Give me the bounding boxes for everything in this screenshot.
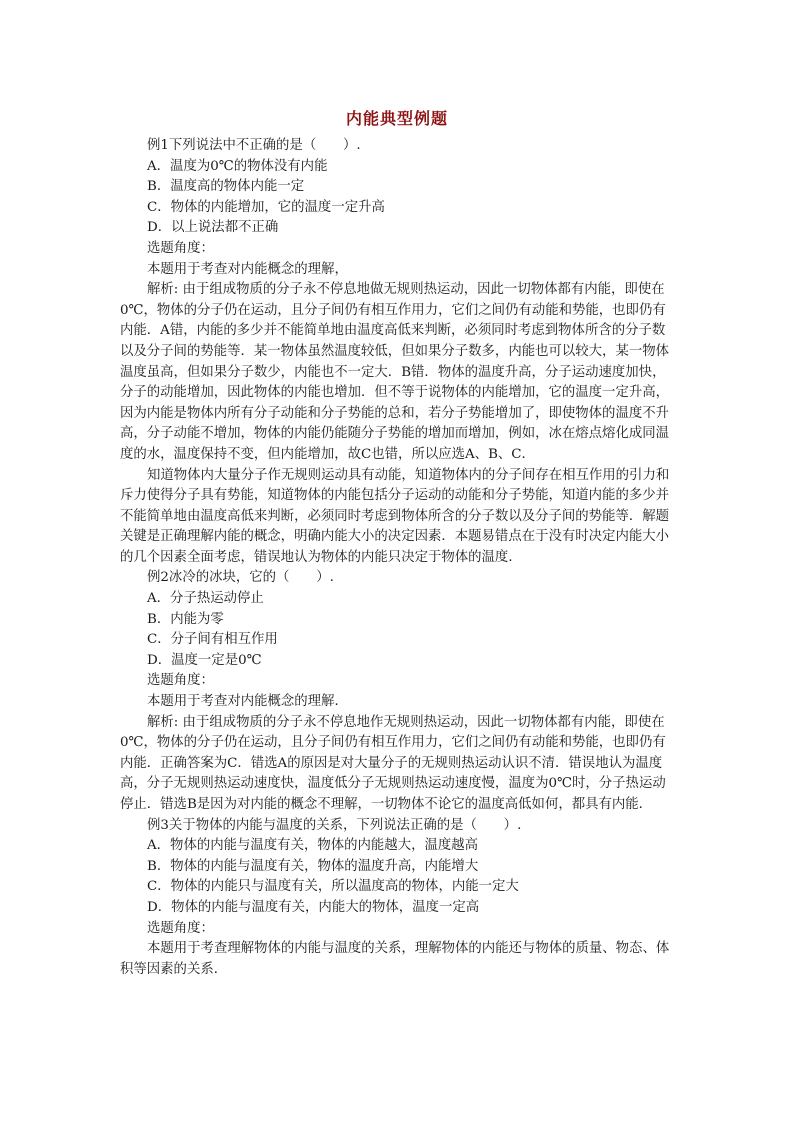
example3-option-b: B．物体的内能与温度有关，物体的温度升高，内能增大 [147,858,479,874]
example2-analysis: 解析: 由于组成物质的分子永不停息地作无规则热运动，因此一切物体都有内能，即使在0℃，物体的分子仍在运动，且分子间仍有相互作用力，它们之间仍有动能和势能，也即仍有内能．正确答案为C．错选A的原因是对大量分子的无规则热运动认识不清．错误地认为温度高，分子无规则热运动速度快，温度低分子无规则热运动速度慢，温度为0℃时，分子热运动停止．错选B是因为对内能的概念不理解，一切物体不论它的温度高低如何，都具有内能． [120,714,666,812]
example3-option-c: C．物体的内能只与温度有关，所以温度高的物体，内能一定大 [147,879,519,895]
example2-angle-text: 本题用于考查对内能概念的理解． [147,694,348,710]
example1-option-c: C．物体的内能增加，它的温度一定升高 [147,199,385,215]
example1-question: 例1下列说法中不正确的是（ ）. [147,138,361,153]
example1-option-d: D．以上说法都不正确 [147,220,279,236]
example2-question: 例2冰冷的冰块，它的（ ）. [147,570,334,586]
document-body [120,136,676,980]
example1-angle-label: 选题角度： [147,240,214,256]
example2-angle-label: 选题角度： [147,673,214,689]
example2-option-c: C．分子间有相互作用 [147,632,278,648]
example2-option-a: A．分子热运动停止 [147,591,264,607]
example1-analysis: 解析: 由于组成物质的分子永不停息地做无规则热运动，因此一切物体都有内能，即使在0℃，物体的分子仍在运动，且分子间仍有相互作用力，它们之间仍有动能和势能，也即仍有内能．A错，内能的多少并不能简单地由温度高低来判断，必须同时考虑到物体所含的分子数以及分子间的势能等．某一物体虽然温度较低，但如果分子数多，内能也可以较大，某一物体温度虽高，但如果分子数少，内能也不一定大．B错．物体的温度升高，分子运动速度加快，分子的动能增加，因此物体的内能也增加．但不等于说物体的内能增加，它的温度一定升高，因为内能是物体内所有分子动能和分子势能的总和，若分子势能增加了，即使物体的温度不升高，分子动能不增加，物体的内能仍能随分子势能的增加而增加，例如，冰在熔点熔化成同温度的水，温度保持不变，但内能增加，故C也错，所以应选A、B、C． [120,282,670,462]
example3-question: 例3关于物体的内能与温度的关系，下列说法正确的是（ ）. [147,817,522,833]
example1-option-a: A．温度为0℃的物体没有内能 [147,158,328,174]
page-title: 内能典型例题 [345,109,448,128]
example3-option-a: A．物体的内能与温度有关，物体的内能越大，温度越高 [147,838,479,854]
example3-angle-label: 选题角度： [147,920,214,936]
example3-angle-text: 本题用于考查理解物体的内能与温度的关系，理解物体的内能还与物体的质量、物态、体积等因素的关系． [120,941,670,977]
example2-option-d: D．温度一定是0℃ [147,652,262,668]
example3-option-d: D．物体的内能与温度有关，内能大的物体，温度一定高 [147,899,480,915]
example2-option-b: B．内能为零 [147,611,224,627]
example1-option-b: B．温度高的物体内能一定 [147,179,305,195]
example1-angle-text: 本题用于考查对内能概念的理解， [147,261,348,277]
example1-summary: 知道物体内大量分子作无规则运动具有动能，知道物体内的分子间存在相互作用的引力和斥力使得分子具有势能，知道物体的内能包括分子运动的动能和分子势能，知道内能的多少并不能简单地由温度高低来判断，必须同时考虑到物体所含的分子数以及分子间的势能等．解题关键是正确理解内能的概念，明确内能大小的决定因素．本题易错点在于没有时决定内能大小的几个因素全面考虑，错误地认为物体的内能只决定于物体的温度． [120,467,670,565]
